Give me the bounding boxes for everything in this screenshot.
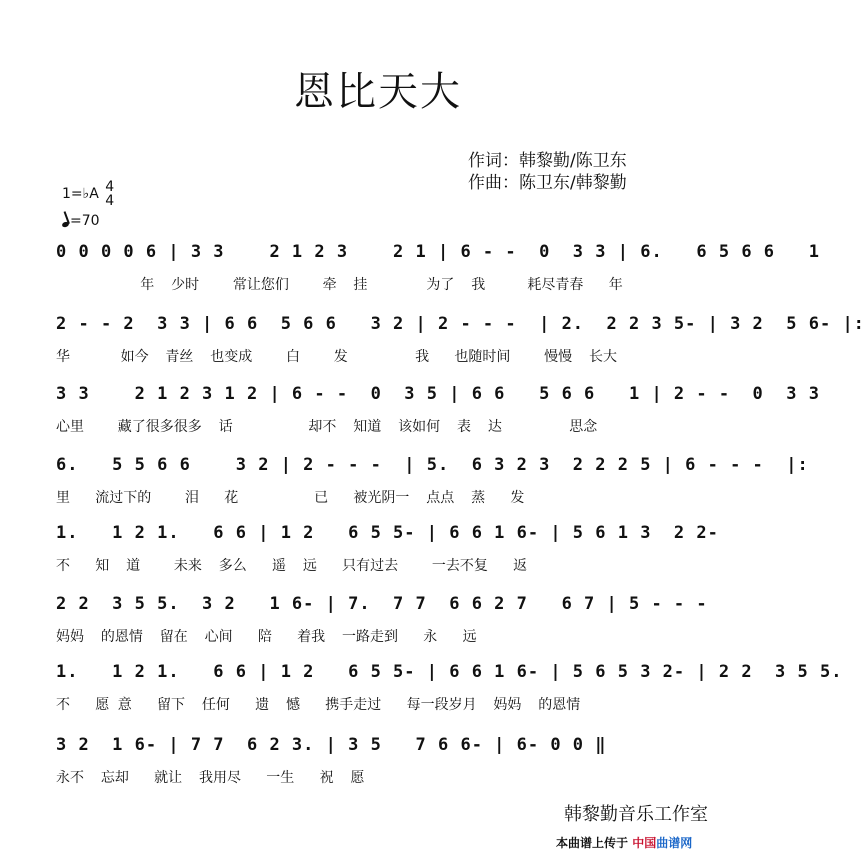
lyric-line: 华 如今 青丝 也变成 白 发 我 也随时间 慢慢 长大 [56,349,618,365]
quarter-note-icon [61,221,69,228]
notation-line: 1. 1 2 1. 6 6 | 1 2 6 5 5- | 6 6 1 6- | 5 6 1 3 2 2- [56,523,719,543]
lyricist-credit: 作词：韩黎勤/陈卫东 [468,151,627,171]
lyric-line: 不 愿 意 留下 任何 遗 憾 携手走过 每一段岁月 妈妈 的恩情 [56,697,581,713]
key-label: 1=♭A [62,186,99,202]
composer-credit: 作曲：陈卫东/韩黎勤 [468,173,627,193]
time-signature-bottom: 4 [105,193,115,209]
notation-line: 3 2 1 6- | 7 7 6 2 3. | 3 5 7 6 6- | 6- 0 0 ‖ [56,735,607,755]
song-title: 恩比天大 [294,69,462,115]
upload-prefix: 本曲谱上传于 [556,836,629,850]
tempo-marking [62,213,100,229]
lyric-line: 年 少时 常让您们 牵 挂 为了 我 耗尽青春 年 [56,277,623,293]
studio-name: 韩黎勤音乐工作室 [564,804,708,825]
notation-line: 2 - - 2 3 3 | 6 6 5 6 6 3 2 | 2 - - - | 2. 2 2 3 5- | 3 2 5 6- |: [56,314,865,334]
key-signature [62,180,114,208]
site-logo-text: 中国 [632,836,657,850]
notation-line: 1. 1 2 1. 6 6 | 1 2 6 5 5- | 6 6 1 6- | 5 6 5 3 2- | 2 2 3 5 5. [56,662,843,682]
notation-line: 2 2 3 5 5. 3 2 1 6- | 7. 7 7 6 6 2 7 6 7 | 5 - - - [56,594,708,614]
upload-note [556,834,692,851]
lyric-line: 不 知 道 未来 多么 遥 远 只有过去 一去不复 返 [56,558,528,574]
time-signature-top: 4 [105,179,115,195]
notation-line: 0 0 0 0 6 | 3 3 2 1 2 3 2 1 | 6 - - 0 3 3 | 6. 6 5 6 6 1 [56,242,820,262]
lyric-line: 妈妈 的恩情 留在 心间 陪 着我 一路走到 永 远 [56,629,477,645]
time-signature [105,180,114,208]
site-logo-text-b: 曲谱网 [656,836,693,850]
credits [468,150,627,194]
notation-line: 3 3 2 1 2 3 1 2 | 6 - - 0 3 5 | 6 6 5 6 6 1 | 2 - - 0 3 3 [56,384,820,404]
lyric-line: 里 流过下的 泪 花 已 被光阴一 点点 蒸 发 [56,490,525,506]
tempo-value: =70 [70,213,100,229]
lyric-line: 永不 忘却 就让 我用尽 一生 祝 愿 [56,770,365,786]
lyric-line: 心里 藏了很多很多 话 却不 知道 该如何 表 达 思念 [56,419,598,435]
notation-line: 6. 5 5 6 6 3 2 | 2 - - - | 5. 6 3 2 3 2 2 2 5 | 6 - - - |: [56,455,809,475]
